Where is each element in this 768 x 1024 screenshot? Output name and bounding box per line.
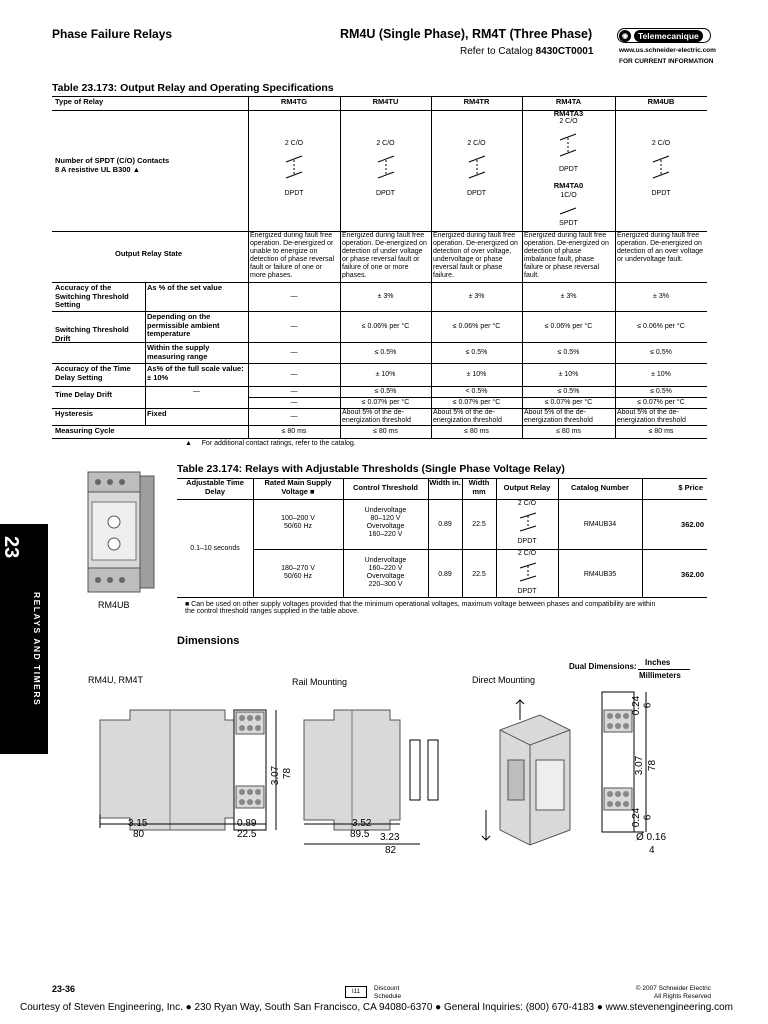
row-value: About 5% of the de-energization threshold [617, 409, 686, 424]
direct-view [482, 700, 570, 845]
co-label: 2 C/O [376, 140, 395, 147]
row-value: — [290, 387, 298, 395]
column-header: RM4TU [372, 97, 399, 106]
dim-top-offset-in: 0.24 [631, 695, 643, 716]
table2-header: Width mm [468, 478, 490, 496]
dpdt-symbol [518, 560, 538, 586]
row-value: — [290, 292, 298, 300]
dpdt-symbol [467, 152, 487, 184]
table-rule [52, 438, 707, 439]
table-rule [177, 597, 707, 598]
width-in: 0.89 [438, 521, 452, 528]
catalog-number[interactable]: RM4UB34 [583, 521, 617, 528]
dim-total-in: 3.23 [380, 832, 400, 843]
brand-logo [617, 28, 711, 43]
row-value: About 5% of the de-energization threshold [524, 409, 593, 424]
product-label: RM4UB [98, 600, 130, 610]
direct-label: Direct Mounting [472, 675, 536, 685]
price: 362.00 [681, 570, 704, 579]
relay-bottom: DPDT [517, 588, 537, 595]
row-value: ± 10% [651, 370, 671, 378]
co-label: 2 C/O [284, 140, 304, 147]
row-value: ≤ 0.07% per °C [361, 398, 410, 406]
relay-top: 2 C/O [517, 550, 537, 557]
row-value: ≤ 0.5% [650, 387, 672, 395]
table1-note: ▲ For additional contact ratings, refer to the catalog. [185, 440, 356, 447]
row-value: ± 3% [560, 292, 577, 300]
dim-width-in: 3.15 [128, 818, 148, 829]
dim-depth-in: 0.89 [237, 818, 257, 829]
dpdt-symbol [376, 152, 396, 184]
dim-top-offset-mm: 6 [642, 702, 654, 709]
dim-height-in: 3.07 [270, 765, 282, 786]
row-value: ≤ 0.5% [374, 348, 397, 356]
row-sub-label: Depending on the permissible ambient temperature [147, 312, 220, 338]
row-sub-label: Fixed [147, 409, 167, 418]
output-state-cell: Energized during fault free operation. De-energized or unable to energize on detection of phase reversal fault or failure of one or more phases. [250, 232, 335, 279]
row-sub-label: Within the supply measuring range [147, 343, 210, 361]
row-value: ≤ 0.06% per °C [544, 322, 593, 330]
row-value: ± 10% [558, 370, 579, 378]
rm4ta3-label: RM4TA3 [553, 109, 584, 118]
table2-title: Table 23.174: Relays with Adjustable Thresholds (Single Phase Voltage Relay) [177, 463, 565, 475]
row-value: ≤ 0.06% per °C [361, 322, 410, 330]
table2-header: Output Relay [503, 483, 551, 492]
rail-label: Rail Mounting [292, 677, 348, 687]
output-state-cell: Energized during fault free operation. De-energized on detection of phase imbalance fault, phase failure or phase reversal fault. [524, 232, 609, 279]
output-state-label: Output Relay State [115, 249, 183, 258]
inches-label: Inches [645, 658, 671, 667]
courtesy-line: Courtesy of Steven Engineering, Inc. ● 230 Ryan Way, South San Francisco, CA 94080-6370 ● General Inquiries: (800) 670-4183 ● www.stevenengineering.com [20, 1002, 733, 1013]
column-header: RM4TA [555, 97, 582, 106]
dim-rail-mm: 89.5 [350, 829, 370, 840]
table-rule [145, 282, 146, 425]
copyright: © 2007 Schneider Electric All Rights Reserved [635, 985, 711, 1000]
column-header: RM4UB [647, 97, 675, 106]
brand-name: Telemecanique [634, 30, 703, 42]
relay-top: 2 C/O [517, 500, 537, 507]
row-value: — [290, 370, 298, 378]
table-rule [253, 549, 707, 550]
dpdt-symbol [284, 152, 304, 184]
row-value: ≤ 0.06% per °C [637, 322, 685, 330]
section-label: RELAYS AND TIMERS [32, 592, 42, 707]
page-title: Phase Failure Relays [52, 27, 173, 41]
row-value: ≤ 80 ms [556, 427, 581, 435]
type-of-relay-label: Type of Relay [55, 97, 104, 106]
row-value: ± 3% [653, 292, 669, 300]
dim-hole-mm: 4 [649, 845, 655, 856]
row-sub-label: As% of the full scale value: ± 10% [147, 364, 244, 382]
dim-depth-mm: 22.5 [237, 829, 257, 840]
row-value: About 5% of the de-energization threshold [433, 409, 502, 424]
table1-title: Table 23.173: Output Relay and Operating Specifications [52, 82, 334, 94]
catalog-number[interactable]: RM4UB35 [583, 571, 617, 578]
row-value: — [290, 398, 298, 406]
row-value: ≤ 80 ms [373, 427, 398, 435]
dim-bottom-offset-mm: 6 [642, 814, 654, 821]
row-value: ≤ 0.5% [650, 348, 672, 356]
co-label: 2 C/O [467, 140, 486, 147]
discount-box: I11 [345, 986, 367, 998]
row-value: — [290, 348, 298, 356]
row-value: ≤ 0.06% per °C [452, 322, 501, 330]
table-rule [248, 397, 707, 398]
row-value: ≤ 0.5% [557, 348, 580, 356]
column-header: RM4TR [463, 97, 490, 106]
table-rule [52, 425, 707, 426]
dim-width-mm: 80 [133, 829, 145, 840]
supply-voltage: 180–270 V 50/60 Hz [281, 565, 315, 580]
catalog-reference [460, 46, 593, 57]
row-label: Measuring Cycle [55, 426, 115, 435]
dual-dimensions-label: Dual Dimensions: [569, 662, 637, 671]
dpdt-symbol [518, 510, 538, 536]
row-value: ≤ 80 ms [464, 427, 489, 435]
row-label: Hysteresis [55, 409, 93, 418]
dpdt-label: DPDT [558, 166, 579, 173]
refer-prefix: Refer to Catalog [460, 46, 533, 57]
table-rule [558, 478, 559, 597]
output-state-cell: Energized during fault free operation. De-energized on detection of under voltage or phase reversal fault or failure of one or more phases. [342, 232, 427, 279]
product-image-rm4ub [78, 468, 160, 600]
row-sub-label: — [193, 388, 200, 395]
row-value: ≤ 0.07% per °C [544, 398, 593, 406]
dim-height-mm: 78 [282, 767, 294, 780]
dual-divider [638, 669, 690, 670]
row-sub-label: As % of the set value [147, 283, 223, 292]
output-state-cell: Energized during fault free operation. De-energized on detection of an over voltage or undervoltage fault. [617, 232, 704, 263]
globe-icon: ◉ [619, 30, 631, 42]
dpdt-symbol [558, 130, 578, 162]
row-value: < 0.5% [465, 387, 488, 395]
width-mm: 22.5 [472, 521, 486, 528]
co-label: 2 C/O [651, 140, 671, 147]
table2-header: Width in. [429, 478, 461, 487]
dim-hole-in: Ø 0.16 [636, 832, 667, 843]
row-value: ≤ 0.5% [557, 387, 580, 395]
row-label: Switching Threshold Drift [55, 325, 129, 343]
row-value: ≤ 0.07% per °C [452, 398, 501, 406]
dim-direct-height-mm: 78 [647, 759, 659, 772]
row-value: — [290, 412, 298, 420]
table-rule [428, 478, 429, 597]
discount-schedule: Discount Schedule [374, 985, 402, 1000]
relay-bottom: DPDT [517, 538, 537, 545]
dpdt-label: DPDT [651, 190, 671, 197]
co-one-label: 1C/O [560, 192, 577, 199]
table2-header: $ Price [678, 483, 703, 492]
row-value: ≤ 0.5% [374, 387, 397, 395]
table2-header: Catalog Number [571, 483, 629, 492]
row-label: Accuracy of the Time Delay Setting [55, 364, 131, 382]
table2-header: Adjustable Time Delay [186, 478, 244, 496]
width-mm: 22.5 [472, 571, 486, 578]
row-value: ≤ 80 ms [281, 427, 307, 435]
dim-direct-height-in: 3.07 [634, 755, 646, 776]
dpdt-symbol [651, 152, 671, 184]
row-value: ± 3% [377, 292, 394, 300]
row-value: ± 3% [468, 292, 485, 300]
co-label: 2 C/O [559, 118, 578, 125]
dpdt-label: DPDT [284, 190, 304, 197]
row-value: About 5% of the de-energization threshold [342, 409, 411, 424]
price: 362.00 [681, 520, 704, 529]
row-value: ± 10% [375, 370, 396, 378]
row-value: ≤ 0.5% [465, 348, 488, 356]
dimensions-title: Dimensions [177, 635, 240, 647]
output-state-cell: Energized during fault free operation. De-energized on detection of over voltage, undervoltage or phase reversal fault or phase failure. [433, 232, 518, 279]
row-label: Accuracy of the Switching Threshold Setting [55, 283, 129, 309]
dim-total-mm: 82 [385, 845, 397, 856]
table2-note: ■ Can be used on other supply voltages provided that the minimum operational voltages, maximum voltage between phases and compatibility are within the control threshold ranges supplied in the table above. [185, 601, 656, 615]
supply-voltage: 100–200 V 50/60 Hz [281, 515, 315, 530]
row-value: ± 10% [466, 370, 487, 378]
page-number: 23-36 [52, 984, 76, 994]
row-label: Time Delay Drift [55, 390, 112, 399]
models-title: RM4U (Single Phase), RM4T (Three Phase) [340, 27, 593, 41]
brand-info: FOR CURRENT INFORMATION [619, 58, 714, 65]
table2-header: Rated Main Supply Voltage ■ [264, 478, 332, 496]
dim-bottom-offset-in: 0.24 [631, 807, 643, 828]
row-value: ≤ 80 ms [648, 427, 674, 435]
spdt-label: SPDT [559, 220, 578, 227]
rm4ta0-label: RM4TA0 [553, 181, 584, 190]
control-threshold: Undervoltage 160–220 V Overvoltage 220–300 V [364, 557, 407, 588]
brand-url[interactable]: www.us.schneider-electric.com [619, 47, 716, 54]
rm-label: RM4U, RM4T [88, 675, 144, 685]
spdt-symbol [558, 204, 578, 218]
table-rule [177, 499, 707, 500]
time-delay-value: 0.1–10 seconds [190, 545, 240, 552]
mm-label: Millimeters [639, 671, 681, 680]
width-in: 0.89 [438, 571, 452, 578]
column-header: RM4TG [280, 97, 308, 106]
section-number: 23 [0, 536, 22, 559]
contacts-label: Number of SPDT (C/O) Contacts 8 A resistive UL B300 ▲ [55, 156, 170, 174]
control-threshold: Undervoltage 80–120 V Overvoltage 160–220 V [364, 507, 407, 538]
row-value: ≤ 0.07% per °C [637, 398, 685, 406]
dim-rail-in: 3.52 [352, 818, 372, 829]
catalog-number: 8430CT0001 [535, 46, 594, 57]
dpdt-label: DPDT [375, 190, 396, 197]
table2-header: Control Threshold [353, 483, 418, 492]
dpdt-label: DPDT [466, 190, 487, 197]
row-value: — [290, 322, 298, 330]
